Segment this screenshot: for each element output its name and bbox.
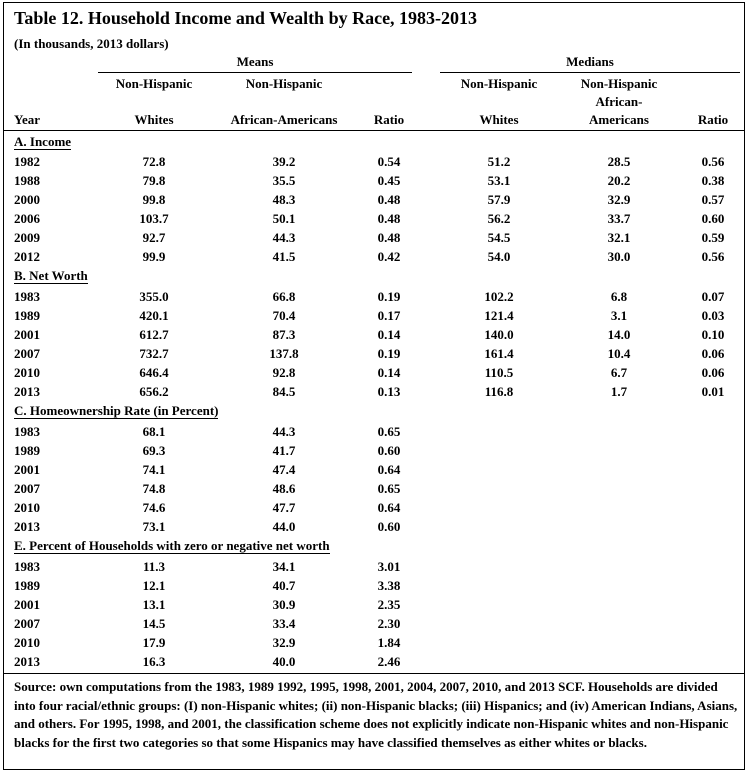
cell-means-whites: 11.3 bbox=[142, 559, 166, 574]
cell-means-whites: 732.7 bbox=[139, 346, 169, 361]
cell-medians-ratio: 0.56 bbox=[701, 154, 725, 169]
cell-means-whites: 99.9 bbox=[142, 249, 166, 264]
table-frame bbox=[3, 2, 745, 770]
bottom-rule bbox=[4, 673, 744, 674]
cell-means-ratio: 0.14 bbox=[377, 365, 401, 380]
cell-year: 1989 bbox=[14, 443, 40, 458]
header-means-whites-top: Non-Hispanic bbox=[115, 76, 193, 91]
table-row bbox=[4, 652, 744, 671]
source-note: Source: own computations from the 1983, 1989 1992, 1995, 1998, 2001, 2004, 2007, 2010, and 2013 SCF. Households are divided into four racial/ethnic groups: (I) non-Hispanic whites; (ii) non-Hispanic blacks; (iii) Hispanics; and (iv) American Indians, Asians, and others. For 1995, 1998, and 2001, the classification scheme does not explicitly indicate non-Hispanic whites and non-Hispanic blacks for the first two categories so that some Hispanics may have classified themselves as either whites or blacks. bbox=[14, 679, 738, 750]
header-means-aa-top: Non-Hispanic bbox=[245, 76, 323, 91]
cell-year: 2001 bbox=[14, 327, 40, 342]
cell-means-ratio: 0.48 bbox=[377, 230, 401, 245]
cell-medians-ratio: 0.10 bbox=[701, 327, 725, 342]
header-means-ratio: Ratio bbox=[373, 112, 405, 127]
cell-year: 2012 bbox=[14, 249, 40, 264]
cell-means-whites: 16.3 bbox=[142, 654, 166, 669]
cell-means-whites: 74.1 bbox=[142, 462, 166, 477]
cell-means-aa: 47.7 bbox=[272, 500, 296, 515]
cell-year: 2000 bbox=[14, 192, 40, 207]
cell-means-ratio: 0.48 bbox=[377, 192, 401, 207]
cell-means-aa: 44.3 bbox=[272, 424, 296, 439]
cell-year: 2009 bbox=[14, 230, 40, 245]
cell-means-aa: 92.8 bbox=[272, 365, 296, 380]
cell-means-ratio: 0.65 bbox=[377, 481, 401, 496]
cell-means-ratio: 0.42 bbox=[377, 249, 401, 264]
cell-year: 1983 bbox=[14, 289, 40, 304]
cell-medians-ratio: 0.03 bbox=[701, 308, 725, 323]
cell-medians-whites: 110.5 bbox=[484, 365, 514, 380]
table-row bbox=[4, 557, 744, 576]
cell-means-ratio: 0.45 bbox=[377, 173, 401, 188]
header-medians-ratio: Ratio bbox=[697, 112, 729, 127]
cell-means-whites: 73.1 bbox=[142, 519, 166, 534]
cell-year: 2001 bbox=[14, 597, 40, 612]
section-label-zero-net-worth: E. Percent of Households with zero or negative net worth bbox=[14, 538, 330, 553]
cell-medians-whites: 51.2 bbox=[487, 154, 511, 169]
cell-means-ratio: 2.35 bbox=[377, 597, 401, 612]
table-row bbox=[4, 479, 744, 498]
table-row bbox=[4, 171, 744, 190]
cell-means-aa: 87.3 bbox=[272, 327, 296, 342]
cell-means-ratio: 0.19 bbox=[377, 346, 401, 361]
table-row bbox=[4, 344, 744, 363]
header-rule bbox=[4, 130, 744, 131]
table-row bbox=[4, 306, 744, 325]
cell-means-aa: 40.7 bbox=[272, 578, 296, 593]
cell-means-aa: 47.4 bbox=[272, 462, 296, 477]
cell-means-aa: 137.8 bbox=[269, 346, 299, 361]
cell-medians-whites: 56.2 bbox=[487, 211, 511, 226]
cell-year: 2013 bbox=[14, 519, 40, 534]
cell-means-ratio: 0.13 bbox=[377, 384, 401, 399]
cell-means-ratio: 2.46 bbox=[377, 654, 401, 669]
header-year: Year bbox=[14, 112, 40, 127]
table-row bbox=[4, 595, 744, 614]
cell-means-whites: 103.7 bbox=[139, 211, 169, 226]
cell-means-ratio: 0.19 bbox=[377, 289, 401, 304]
cell-medians-whites: 140.0 bbox=[484, 327, 514, 342]
cell-medians-ratio: 0.57 bbox=[701, 192, 725, 207]
cell-year: 2013 bbox=[14, 654, 40, 669]
cell-year: 2007 bbox=[14, 481, 40, 496]
table-row bbox=[4, 190, 744, 209]
cell-means-aa: 34.1 bbox=[272, 559, 296, 574]
cell-year: 2007 bbox=[14, 616, 40, 631]
table-row bbox=[4, 517, 744, 536]
cell-means-whites: 74.8 bbox=[142, 481, 166, 496]
cell-year: 2001 bbox=[14, 462, 40, 477]
cell-means-whites: 17.9 bbox=[142, 635, 166, 650]
cell-year: 2010 bbox=[14, 635, 40, 650]
cell-means-aa: 32.9 bbox=[272, 635, 296, 650]
cell-medians-aa: 32.9 bbox=[607, 192, 631, 207]
cell-means-aa: 70.4 bbox=[272, 308, 296, 323]
table-row bbox=[4, 633, 744, 652]
cell-means-whites: 656.2 bbox=[139, 384, 169, 399]
table-row bbox=[4, 228, 744, 247]
cell-means-ratio: 0.64 bbox=[377, 500, 401, 515]
table-row bbox=[4, 152, 744, 171]
header-means-whites-bottom: Whites bbox=[134, 112, 174, 127]
cell-means-ratio: 0.48 bbox=[377, 211, 401, 226]
header-medians: Medians bbox=[566, 54, 614, 69]
cell-means-whites: 79.8 bbox=[142, 173, 166, 188]
cell-medians-ratio: 0.38 bbox=[701, 173, 725, 188]
cell-medians-aa: 10.4 bbox=[607, 346, 631, 361]
cell-year: 2006 bbox=[14, 211, 40, 226]
medians-underline bbox=[440, 72, 740, 73]
cell-means-aa: 50.1 bbox=[272, 211, 296, 226]
cell-means-ratio: 2.30 bbox=[377, 616, 401, 631]
cell-medians-aa: 20.2 bbox=[607, 173, 631, 188]
cell-year: 2013 bbox=[14, 384, 40, 399]
cell-medians-whites: 161.4 bbox=[484, 346, 514, 361]
cell-medians-aa: 33.7 bbox=[607, 211, 631, 226]
cell-means-aa: 48.6 bbox=[272, 481, 296, 496]
cell-means-whites: 646.4 bbox=[139, 365, 169, 380]
cell-year: 1989 bbox=[14, 578, 40, 593]
cell-means-aa: 44.0 bbox=[272, 519, 296, 534]
cell-means-ratio: 1.84 bbox=[377, 635, 401, 650]
cell-means-aa: 41.5 bbox=[272, 249, 296, 264]
table-row bbox=[4, 498, 744, 517]
cell-means-aa: 84.5 bbox=[272, 384, 296, 399]
cell-medians-whites: 121.4 bbox=[484, 308, 514, 323]
cell-medians-ratio: 0.06 bbox=[701, 346, 725, 361]
cell-medians-aa: 3.1 bbox=[610, 308, 628, 323]
table-row bbox=[4, 247, 744, 266]
cell-means-ratio: 0.14 bbox=[377, 327, 401, 342]
table-row bbox=[4, 325, 744, 344]
cell-means-whites: 99.8 bbox=[142, 192, 166, 207]
cell-means-aa: 40.0 bbox=[272, 654, 296, 669]
header-means: Means bbox=[236, 54, 274, 69]
table-row bbox=[4, 576, 744, 595]
cell-medians-aa: 30.0 bbox=[607, 249, 631, 264]
cell-medians-aa: 14.0 bbox=[607, 327, 631, 342]
cell-means-ratio: 0.54 bbox=[377, 154, 401, 169]
cell-medians-aa: 28.5 bbox=[607, 154, 631, 169]
cell-means-whites: 72.8 bbox=[142, 154, 166, 169]
cell-medians-aa: 6.7 bbox=[610, 365, 628, 380]
cell-year: 2010 bbox=[14, 365, 40, 380]
cell-means-aa: 44.3 bbox=[272, 230, 296, 245]
cell-means-whites: 74.6 bbox=[142, 500, 166, 515]
section-label-income: A. Income bbox=[14, 134, 72, 149]
cell-medians-whites: 54.0 bbox=[487, 249, 511, 264]
cell-means-aa: 33.4 bbox=[272, 616, 296, 631]
cell-means-whites: 355.0 bbox=[139, 289, 169, 304]
header-medians-aa-line2: African- bbox=[595, 94, 643, 109]
section-label-homeownership: C. Homeownership Rate (in Percent) bbox=[14, 403, 219, 418]
cell-medians-whites: 57.9 bbox=[487, 192, 511, 207]
table-row bbox=[4, 441, 744, 460]
cell-means-whites: 92.7 bbox=[142, 230, 166, 245]
cell-medians-whites: 53.1 bbox=[487, 173, 511, 188]
cell-means-ratio: 3.01 bbox=[377, 559, 401, 574]
table-row bbox=[4, 382, 744, 401]
table-row bbox=[4, 460, 744, 479]
cell-year: 1988 bbox=[14, 173, 40, 188]
table-title: Table 12. Household Income and Wealth by Race, 1983-2013 bbox=[14, 8, 478, 28]
cell-medians-aa: 32.1 bbox=[607, 230, 631, 245]
cell-medians-ratio: 0.60 bbox=[701, 211, 725, 226]
cell-means-whites: 612.7 bbox=[139, 327, 169, 342]
cell-medians-ratio: 0.59 bbox=[701, 230, 725, 245]
cell-year: 1989 bbox=[14, 308, 40, 323]
cell-means-whites: 69.3 bbox=[142, 443, 166, 458]
cell-means-aa: 39.2 bbox=[272, 154, 296, 169]
means-underline bbox=[98, 72, 412, 73]
cell-means-aa: 48.3 bbox=[272, 192, 296, 207]
table-subtitle: (In thousands, 2013 dollars) bbox=[14, 36, 169, 51]
header-medians-whites-top: Non-Hispanic bbox=[460, 76, 538, 91]
section-label-net-worth: B. Net Worth bbox=[14, 268, 88, 283]
cell-means-ratio: 3.38 bbox=[377, 578, 401, 593]
cell-medians-ratio: 0.07 bbox=[701, 289, 725, 304]
table-row bbox=[4, 287, 744, 306]
cell-means-ratio: 0.65 bbox=[377, 424, 401, 439]
table-row bbox=[4, 614, 744, 633]
cell-year: 2007 bbox=[14, 346, 40, 361]
cell-means-aa: 35.5 bbox=[272, 173, 296, 188]
cell-means-whites: 13.1 bbox=[142, 597, 166, 612]
table-row bbox=[4, 422, 744, 441]
table-row bbox=[4, 209, 744, 228]
header-medians-whites-bottom: Whites bbox=[479, 112, 519, 127]
cell-means-ratio: 0.60 bbox=[377, 519, 401, 534]
cell-means-whites: 14.5 bbox=[142, 616, 166, 631]
cell-medians-ratio: 0.56 bbox=[701, 249, 725, 264]
cell-medians-aa: 6.8 bbox=[610, 289, 628, 304]
cell-medians-whites: 116.8 bbox=[484, 384, 514, 399]
header-means-aa-bottom: African-Americans bbox=[230, 112, 338, 127]
cell-means-ratio: 0.60 bbox=[377, 443, 401, 458]
cell-means-whites: 68.1 bbox=[142, 424, 166, 439]
cell-means-ratio: 0.64 bbox=[377, 462, 401, 477]
cell-year: 1983 bbox=[14, 424, 40, 439]
cell-year: 1983 bbox=[14, 559, 40, 574]
cell-means-aa: 66.8 bbox=[272, 289, 296, 304]
cell-means-aa: 41.7 bbox=[272, 443, 296, 458]
table-row bbox=[4, 363, 744, 382]
header-medians-aa-line3: Americans bbox=[589, 112, 649, 127]
cell-year: 1982 bbox=[14, 154, 40, 169]
cell-means-ratio: 0.17 bbox=[377, 308, 401, 323]
cell-year: 2010 bbox=[14, 500, 40, 515]
cell-medians-ratio: 0.01 bbox=[701, 384, 725, 399]
cell-medians-ratio: 0.06 bbox=[701, 365, 725, 380]
cell-means-whites: 420.1 bbox=[139, 308, 169, 323]
cell-means-whites: 12.1 bbox=[142, 578, 166, 593]
header-medians-aa-line1: Non-Hispanic bbox=[580, 76, 658, 91]
cell-means-aa: 30.9 bbox=[272, 597, 296, 612]
cell-medians-whites: 54.5 bbox=[487, 230, 511, 245]
cell-medians-aa: 1.7 bbox=[610, 384, 628, 399]
cell-medians-whites: 102.2 bbox=[484, 289, 514, 304]
